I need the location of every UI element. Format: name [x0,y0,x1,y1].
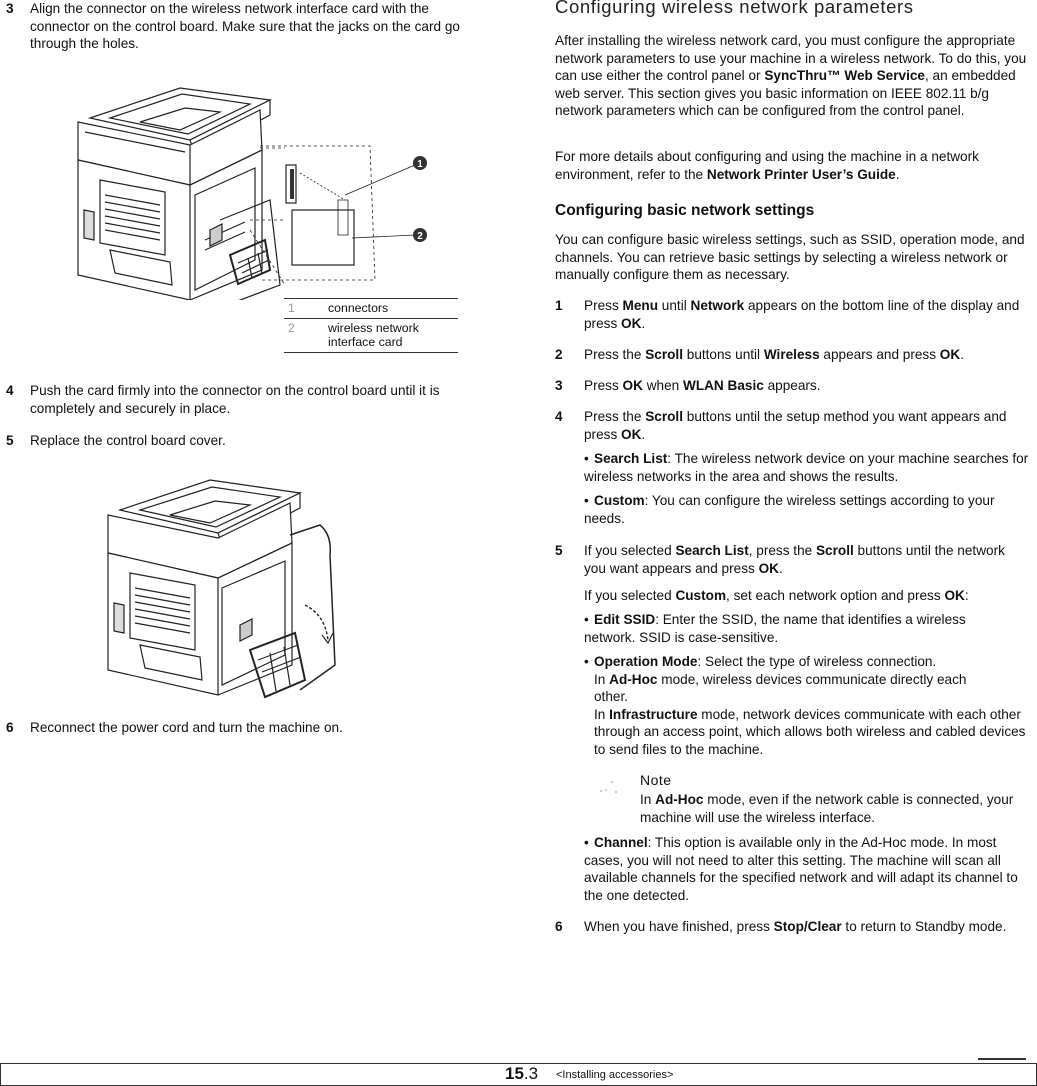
bullet-item: • Channel: This option is available only in the Ad-Hoc mode. In most cases, you will not need to alter this setting. The machine will scan all available channels for the specified network and will adapt its channel to the one detected. [584,835,1018,903]
wireless-card-drawing [286,165,354,265]
step-number: 3 [555,378,563,393]
callout-2 [413,228,427,242]
step-3-text: Align the connector on the wireless network interface card with the connector on the control board. Make sure that the jacks on the card go through the holes. [30,1,460,51]
step-number: 5 [6,433,14,448]
step-4-text: Push the card firmly into the connector on the control board until it is completely and securely in place. [30,383,440,416]
step-6-right-text: When you have finished, press Stop/Clear to return to Standby mode. [584,919,1007,934]
step-3-right-text: Press OK when WLAN Basic appears. [584,378,821,393]
bullet-item: • Search List: The wireless network device on your machine searches for wireless networks in the area and shows the results. [584,451,1029,484]
step-number: 4 [6,383,14,398]
step-number: 6 [6,720,14,735]
intro-paragraph: After installing the wireless network card, you must configure the appropriate network parameters to use your machine in a wireless network. To do this, you can use either the control panel or SyncThru™ Web Service, an embedded web server. This section gives you basic information on IEEE 802.11 b/g network parameters which can be configured from the control panel. [555,33,1027,118]
legend-number: 2 [288,321,295,335]
footer-section-label: <Installing accessories> [556,1069,674,1081]
bullet-item: • Operation Mode: Select the type of wireless connection. In Ad-Hoc mode, wireless devices communicate directly each other. In Infrastructure mode, network devices communicate with each other through an access point, which allows both wireless and cabled devices to send files to the machine. [584,654,1026,757]
bullet-item: • Edit SSID: Enter the SSID, the name that identifies a wireless network. SSID is case-sensitive. [584,612,966,645]
note-title: Note [640,772,672,788]
step-number: 6 [555,919,563,934]
step-6-text: Reconnect the power cord and turn the machine on. [30,720,343,735]
step-number: 1 [555,298,563,313]
callout-1-label: 1 [417,159,423,170]
subsection-title: Configuring basic network settings [555,202,815,219]
step-2-text: Press the Scroll buttons until Wireless appears and press OK. [584,347,964,362]
section-title: Configuring wireless network parameters [555,0,914,17]
subsection-intro: You can configure basic wireless settings, such as SSID, operation mode, and channels. You can retrieve basic settings by selecting a wireless network or manually configure them as necessary. [555,232,1025,282]
legend-label: connectors [328,301,389,315]
step-1-text: Press Menu until Network appears on the bottom line of the display and press OK. [584,298,1020,331]
figure-legend [284,298,458,353]
printer-body-drawing [78,88,280,300]
page-number: 15.3 [505,1064,539,1083]
step-number: 4 [555,409,563,424]
note-icon [596,778,624,800]
legend-row [284,318,458,353]
footer-rule [978,1058,1026,1060]
legend-number: 1 [288,301,295,315]
printer-wireless-card-illustration [70,70,430,300]
legend-label: wireless network interface card [328,321,419,349]
step-number: 5 [555,543,563,558]
step-5-right-text: If you selected Search List, press the Scroll buttons until the network you want appears and press OK. [584,543,1005,576]
note-text: In Ad-Hoc mode, even if the network cable is connected, your machine will use the wireless interface. [640,792,1014,825]
legend-row [284,298,458,318]
callout-2-label: 2 [417,231,423,242]
callout-1 [413,156,427,170]
step-number: 2 [555,347,563,362]
bullet-item: • Custom: You can configure the wireless settings according to your needs. [584,493,995,526]
reference-paragraph: For more details about configuring and using the machine in a network environment, refer to the Network Printer User’s Guide. [555,149,979,182]
step-5-custom-text: If you selected Custom, set each network option and press OK: [584,588,969,603]
step-number: 3 [6,1,14,16]
step-4-right-text: Press the Scroll buttons until the setup method you want appears and press OK. [584,409,1007,442]
step-5-text: Replace the control board cover. [30,433,226,448]
printer-cover-illustration [100,465,345,705]
